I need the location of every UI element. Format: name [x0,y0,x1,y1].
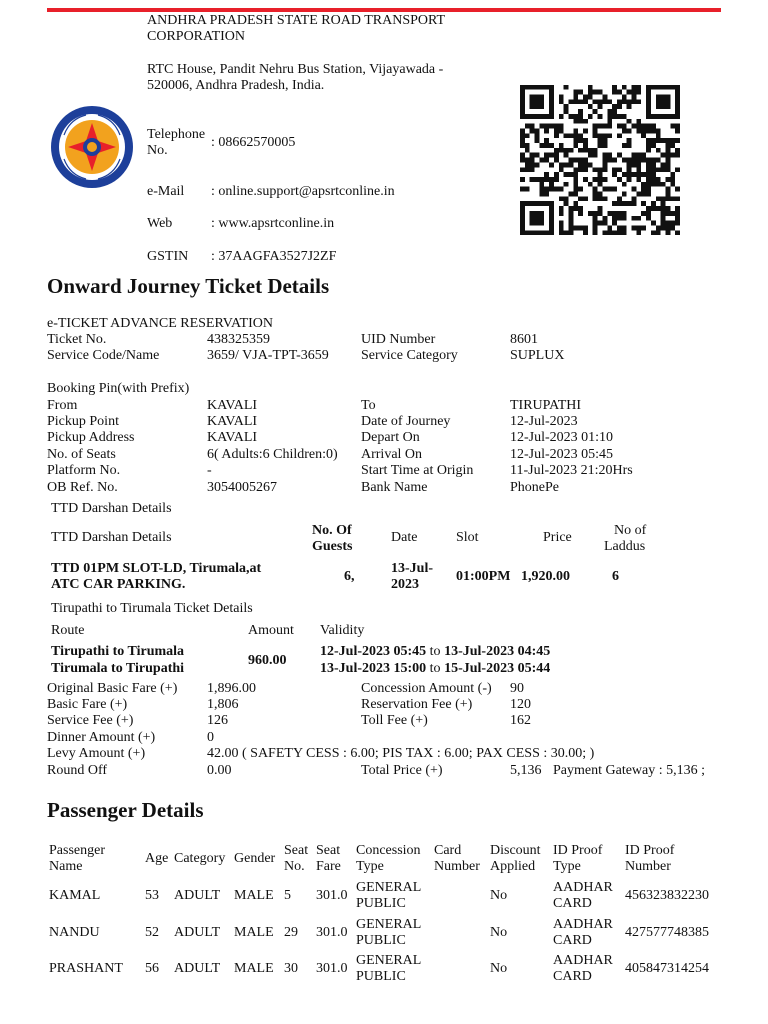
passenger-fare: 301.0 [316,888,348,903]
darshan-details-line2: ATC CAR PARKING. [51,577,186,592]
service-fee-label: Service Fee (+) [47,713,134,728]
passenger-idnum: 456323832230 [625,888,709,903]
tirumala-header-amount: Amount [248,623,294,638]
right-ticket-label: UID Number [361,332,436,347]
validity-2-to-word: to [429,661,441,676]
right-ticket-value: 8601 [510,332,538,347]
ph-discount-1: Discount [490,843,541,858]
telephone-value: : 08662570005 [211,135,296,150]
reservation-fee-value: 120 [510,697,531,712]
darshan-header-guests-1: No. Of [312,523,352,538]
right-ticket-label: Depart On [361,430,420,445]
passenger-idtype-line: CARD [553,933,592,948]
right-ticket-label: Arrival On [361,447,423,462]
darshan-header-price: Price [543,530,572,545]
right-ticket-value: PhonePe [510,480,559,495]
left-ticket-label: Pickup Address [47,430,135,445]
concession-amount-value: 90 [510,681,524,696]
tirumala-route-2: Tirumala to Tirupathi [51,661,185,676]
darshan-details-line1: TTD 01PM SLOT-LD, Tirumala,at [51,561,262,576]
darshan-price: 1,920.00 [521,569,570,584]
passenger-idtype-line: AADHAR [553,917,613,932]
left-ticket-label: OB Ref. No. [47,480,118,495]
left-ticket-value: - [207,463,212,478]
passenger-age: 53 [145,888,159,903]
web-value[interactable]: : www.apsrtconline.in [211,216,335,231]
left-ticket-value: KAVALI [207,430,258,445]
left-ticket-label: Booking Pin(with Prefix) [47,381,190,396]
passenger-concession-line: GENERAL [356,917,422,932]
total-price-label: Total Price (+) [361,763,443,778]
gstin-value: : 37AAGFA3527J2ZF [211,249,337,264]
passenger-seat: 30 [284,961,298,976]
passenger-discount: No [490,961,508,976]
left-ticket-label: Ticket No. [47,332,107,347]
org-name-line1: ANDHRA PRADESH STATE ROAD TRANSPORT [147,13,446,28]
ph-category: Category [174,851,226,866]
original-basic-fare-value: 1,896.00 [207,681,256,696]
passenger-fare: 301.0 [316,961,348,976]
telephone-label-line2: No. [147,143,168,158]
ph-seat-2: No. [284,859,305,874]
passenger-concession-line: PUBLIC [356,933,406,948]
right-ticket-value: 12-Jul-2023 [510,414,578,429]
left-ticket-value: 6( Adults:6 Children:0) [207,447,338,462]
dinner-amount-label: Dinner Amount (+) [47,730,156,745]
passenger-seat: 29 [284,925,298,940]
passenger-discount: No [490,925,508,940]
round-off-value: 0.00 [207,763,232,778]
validity-1-from: 12-Jul-2023 05:45 [320,644,427,659]
left-ticket-label: From [47,398,78,413]
toll-fee-value: 162 [510,713,531,728]
dinner-amount-value: 0 [207,730,214,745]
darshan-header-slot: Slot [456,530,479,545]
ph-concession-1: Concession [356,843,421,858]
levy-amount-value: 42.00 ( SAFETY CESS : 6.00; PIS TAX : 6.00; PAX CESS : 30.00; ) [207,746,595,761]
darshan-section-title: TTD Darshan Details [51,501,172,516]
passenger-idtype-line: CARD [553,969,592,984]
org-name-line2: CORPORATION [147,29,246,44]
darshan-header-guests-2: Guests [312,539,353,554]
address-line1: RTC House, Pandit Nehru Bus Station, Vijayawada - [147,62,444,77]
levy-amount-label: Levy Amount (+) [47,746,146,761]
tirumala-header-route: Route [51,623,85,638]
address-line2: 520006, Andhra Pradesh, India. [147,78,325,93]
telephone-label-line1: Telephone [147,127,206,142]
ph-idnum-1: ID Proof [625,843,675,858]
passenger-name: KAMAL [49,888,101,903]
passenger-age: 56 [145,961,159,976]
ph-idtype-1: ID Proof [553,843,603,858]
passenger-name: PRASHANT [49,961,123,976]
darshan-date-line2: 2023 [391,577,419,592]
tirumala-section-title: Tirupathi to Tirumala Ticket Details [51,601,253,616]
left-ticket-label: Service Code/Name [47,348,160,363]
passenger-gender: MALE [234,888,274,903]
ph-card-1: Card [434,843,462,858]
toll-fee-label: Toll Fee (+) [361,713,428,728]
right-ticket-label: To [361,398,376,413]
passenger-idtype-line: AADHAR [553,880,613,895]
passenger-concession-line: GENERAL [356,953,422,968]
left-ticket-value: 3054005267 [207,480,277,495]
right-ticket-label: Start Time at Origin [361,463,474,478]
tirumala-validity-2 [320,661,550,677]
ph-gender: Gender [234,851,276,866]
right-ticket-label: Bank Name [361,480,428,495]
reservation-fee-label: Reservation Fee (+) [361,697,473,712]
ph-idnum-2: Number [625,859,671,874]
ph-idtype-2: Type [553,859,581,874]
payment-gateway: Payment Gateway : 5,136 ; [553,763,706,778]
darshan-guests: 6, [344,569,355,584]
passenger-fare: 301.0 [316,925,348,940]
passenger-discount: No [490,888,508,903]
darshan-header-laddus-1: No of [614,523,647,538]
passenger-seat: 5 [284,888,291,903]
passenger-idtype-line: CARD [553,896,592,911]
service-fee-value: 126 [207,713,228,728]
ph-seat-1: Seat [284,843,309,858]
onward-journey-title: Onward Journey Ticket Details [47,274,330,298]
passenger-details-title: Passenger Details [47,798,204,822]
reservation-type: e-TICKET ADVANCE RESERVATION [47,316,273,331]
passenger-gender: MALE [234,925,274,940]
ph-fare-2: Fare [316,859,341,874]
ph-name-2: Name [49,859,83,874]
validity-1-to: 13-Jul-2023 04:45 [444,644,551,659]
validity-2-from: 13-Jul-2023 15:00 [320,661,427,676]
darshan-header-date: Date [391,530,418,545]
right-ticket-value: 12-Jul-2023 01:10 [510,430,614,445]
top-accent-bar [47,8,721,12]
darshan-header-laddus-2: Laddus [604,539,646,554]
passenger-category: ADULT [174,961,221,976]
round-off-label: Round Off [47,763,108,778]
ph-age: Age [145,851,169,866]
original-basic-fare-label: Original Basic Fare (+) [47,681,178,696]
ph-fare-1: Seat [316,843,341,858]
basic-fare-value: 1,806 [207,697,239,712]
ph-name-1: Passenger [49,843,105,858]
apsrtc-logo-icon [50,105,134,189]
passenger-name: NANDU [49,925,100,940]
validity-2-to: 15-Jul-2023 05:44 [444,661,551,676]
right-ticket-value: TIRUPATHI [510,398,582,413]
darshan-laddus: 6 [612,569,619,584]
left-ticket-value: KAVALI [207,398,258,413]
tirumala-header-validity: Validity [320,623,365,638]
passenger-gender: MALE [234,961,274,976]
left-ticket-value: 3659/ VJA-TPT-3659 [207,348,329,363]
qr-code-icon [520,84,680,236]
left-ticket-label: No. of Seats [47,447,116,462]
passenger-idnum: 405847314254 [625,961,709,976]
left-ticket-label: Platform No. [47,463,121,478]
concession-amount-label: Concession Amount (-) [361,681,492,696]
passenger-category: ADULT [174,888,221,903]
ph-card-2: Number [434,859,480,874]
darshan-date-line1: 13-Jul- [391,561,433,576]
left-ticket-value: 438325359 [207,332,270,347]
email-value[interactable]: : online.support@apsrtconline.in [211,184,395,199]
darshan-header-details: TTD Darshan Details [51,530,172,545]
total-price-value: 5,136 [510,763,542,778]
tirumala-route-1: Tirupathi to Tirumala [51,644,185,659]
tirumala-amount: 960.00 [248,653,287,668]
right-ticket-label: Date of Journey [361,414,451,429]
right-ticket-value: 12-Jul-2023 05:45 [510,447,614,462]
right-ticket-value: 11-Jul-2023 21:20Hrs [510,463,633,478]
left-ticket-value: KAVALI [207,414,258,429]
tirumala-validity-1 [320,644,550,660]
left-ticket-label: Pickup Point [47,414,119,429]
right-ticket-label: Service Category [361,348,458,363]
passenger-concession-line: PUBLIC [356,896,406,911]
ph-discount-2: Applied [490,859,536,874]
passenger-idtype-line: AADHAR [553,953,613,968]
ph-concession-2: Type [356,859,384,874]
web-label: Web [147,216,173,231]
darshan-slot: 01:00PM [456,569,511,584]
passenger-category: ADULT [174,925,221,940]
basic-fare-label: Basic Fare (+) [47,697,128,712]
passenger-age: 52 [145,925,159,940]
passenger-concession-line: PUBLIC [356,969,406,984]
gstin-label: GSTIN [147,249,189,264]
validity-1-to-word: to [429,644,441,659]
right-ticket-value: SUPLUX [510,348,565,363]
passenger-concession-line: GENERAL [356,880,422,895]
passenger-idnum: 427577748385 [625,925,709,940]
email-label: e-Mail [147,184,185,199]
